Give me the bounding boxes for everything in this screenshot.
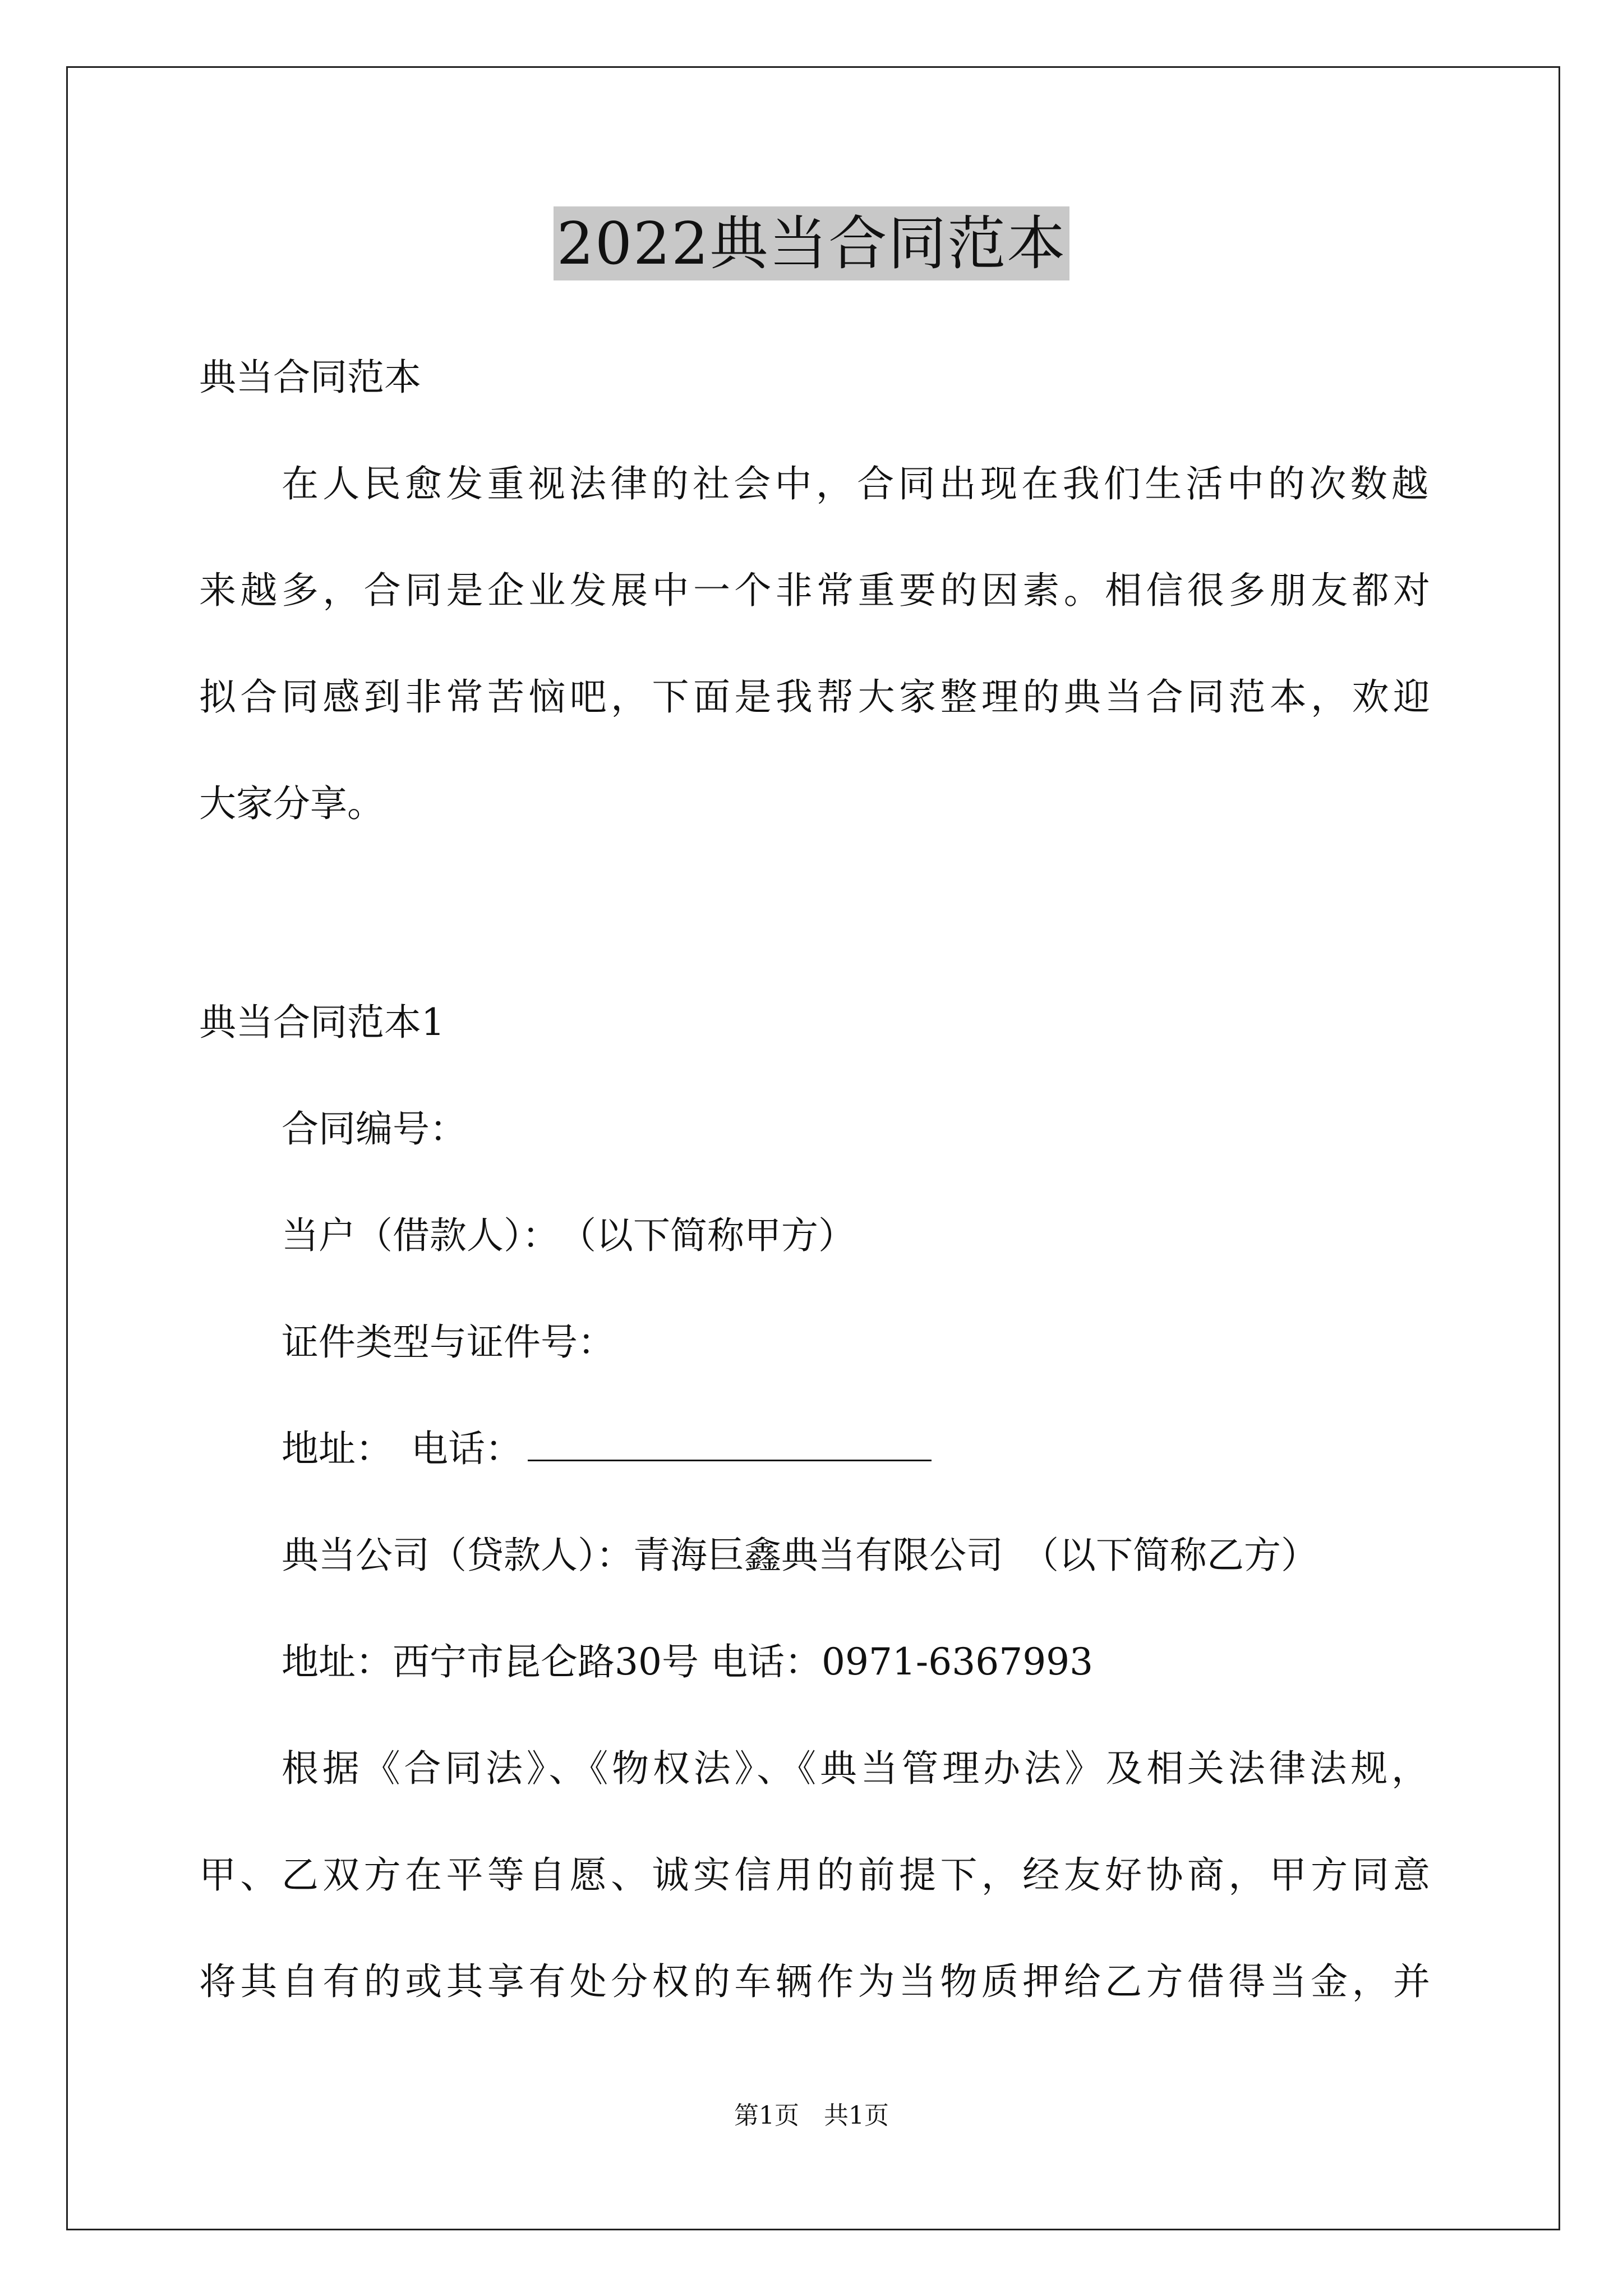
page-footer: 第1页 共1页: [734, 2101, 889, 2130]
intro-line-4: 大家分享。: [199, 782, 384, 825]
body-line-1: 根据《合同法》、《物权法》、《典当管理办法》及相关法律法规，: [282, 1747, 1428, 1790]
intro-line-1: 在人民愈发重视法律的社会中，合同出现在我们生活中的次数越: [282, 462, 1428, 505]
intro-line-2: 来越多，合同是企业发展中一个非常重要的因素。相信很多朋友都对: [199, 569, 1430, 612]
subtitle: 典当合同范本: [199, 356, 421, 399]
address-phone-row: [282, 1424, 1515, 1474]
pawnshop-address-field: 地址：西宁市昆仑路30号 电话：0971-6367993: [282, 1640, 1094, 1683]
body-line-2: 甲、乙双方在平等自愿、诚实信用的前提下，经友好协商，甲方同意: [199, 1853, 1430, 1897]
pawner-field: 当户（借款人）： （以下简称甲方）: [282, 1214, 855, 1257]
address-phone-label: 地址： 电话：: [282, 1427, 522, 1470]
pawnshop-field: 典当公司（贷款人）：青海巨鑫典当有限公司 （以下简称乙方）: [282, 1534, 1318, 1577]
section-heading: 典当合同范本1: [199, 1001, 445, 1044]
intro-line-3: 拟合同感到非常苦恼吧，下面是我帮大家整理的典当合同范本，欢迎: [199, 675, 1430, 719]
document-title: 2022典当合同范本: [554, 206, 1070, 280]
title-container: [0, 206, 1623, 280]
phone-blank-line: [528, 1424, 932, 1461]
contract-number-field: 合同编号：: [282, 1107, 467, 1151]
id-type-field: 证件类型与证件号：: [282, 1320, 615, 1364]
body-line-3: 将其自有的或其享有处分权的车辆作为当物质押给乙方借得当金，并: [199, 1960, 1430, 2003]
